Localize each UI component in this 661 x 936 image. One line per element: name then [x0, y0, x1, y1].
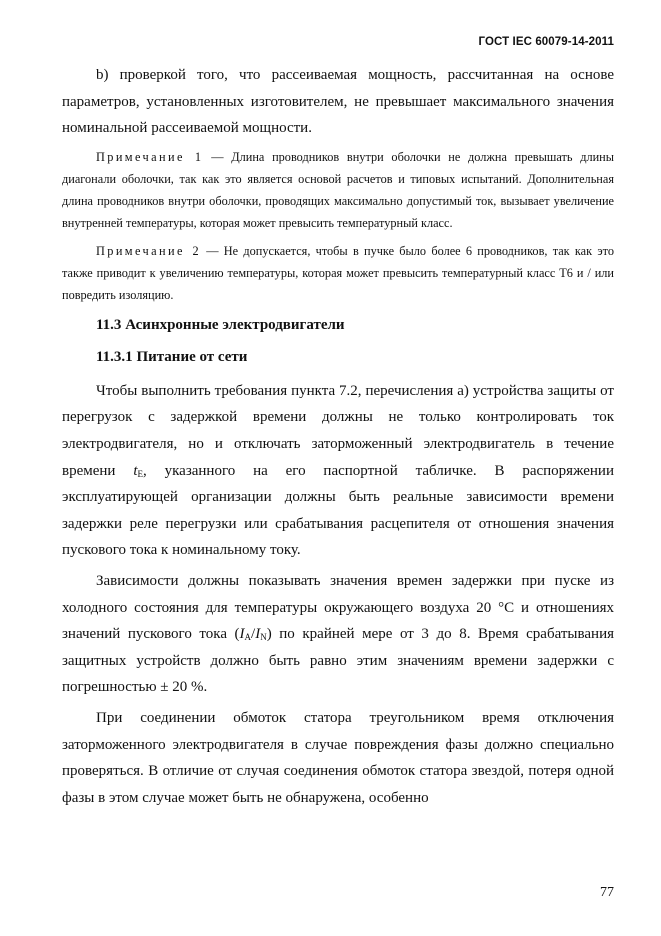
standard-header: ГОСТ IEC 60079-14-2011	[478, 36, 614, 48]
current-variable-start: I	[239, 626, 245, 643]
note-2-text: Не допускается, чтобы в пучке было более 6 проводников, так как это также приводит к увеличению температуры, которая может превысить температурный класс Т6 и / или повредить изоляцию.	[62, 243, 614, 302]
time-variable: t	[133, 462, 138, 479]
note-1-text: Длина проводников внутри оболочки не должна превышать длины диагонали оболочки, так как это является основой расчетов и типовых испытаний. Дополнительная длина проводников внутри оболочки, проводящих максимально допустимый ток, вызывает увеличение внутренней температуры, которая может превысить температурный класс.	[62, 149, 615, 230]
page-number: 77	[600, 885, 614, 900]
current-variable-nominal: I	[255, 626, 261, 643]
paragraph-b-item: b) проверкой того, что рассеиваемая мощность, рассчитанная на основе параметров, установленных изготовителем, не превышает максимального значения номинальной рассеиваемой мощности.	[62, 67, 614, 137]
note-2-dash: —	[201, 243, 224, 258]
paragraph-overload-protection: Чтобы выполнить требования пункта 7.2, перечисления а) устройства защиты от перегрузок с задержкой времени должны не только контролировать ток электродвигателя, но и отключать заторможенный электродвигатель в течение времени $t_E$, указанного на его паспортной табличке. В распоряжении эксплуатирующей организации должны быть реальные зависимости времени задержки реле перегрузки или срабатывания расцепителя от отношения значения пускового тока к номинальному току.	[62, 382, 614, 559]
subsection-heading	[62, 344, 614, 370]
note-2-label: Примечание 2	[96, 243, 201, 258]
note-1-dash: —	[203, 149, 232, 164]
note-1	[62, 146, 614, 234]
section-title: Асинхронные электродвигатели	[125, 316, 345, 333]
page-content	[62, 62, 614, 815]
subsection-number: 11.3.1	[96, 348, 133, 365]
subsection-title: Питание от сети	[136, 348, 248, 365]
note-2	[62, 240, 614, 306]
paragraph-delta-connection: При соединении обмоток статора треугольником время отключения заторможенного электродвигателя в случае повреждения фазы должно специально проверяться. В отличие от случая соединения обмоток статора звездой, потеря одной фазы в этом случае может быть не обнаружена, особенно	[62, 709, 614, 806]
time-variable-subscript: E	[137, 468, 143, 479]
section-heading	[62, 312, 614, 338]
note-1-label: Примечание 1	[96, 149, 204, 164]
section-number: 11.3	[96, 316, 122, 333]
paragraph-dependencies: Зависимости должны показывать значения времен задержки при пуске из холодного состояния для температуры окружающего воздуха 20 °С и отношениях значений пускового тока $(I_A/I_N)$ по крайней мере от 3 до 8. Время срабатывания защитных устройств должно быть равно этим значениям времени задержки с погрешностью ± 20 %.	[62, 572, 614, 696]
